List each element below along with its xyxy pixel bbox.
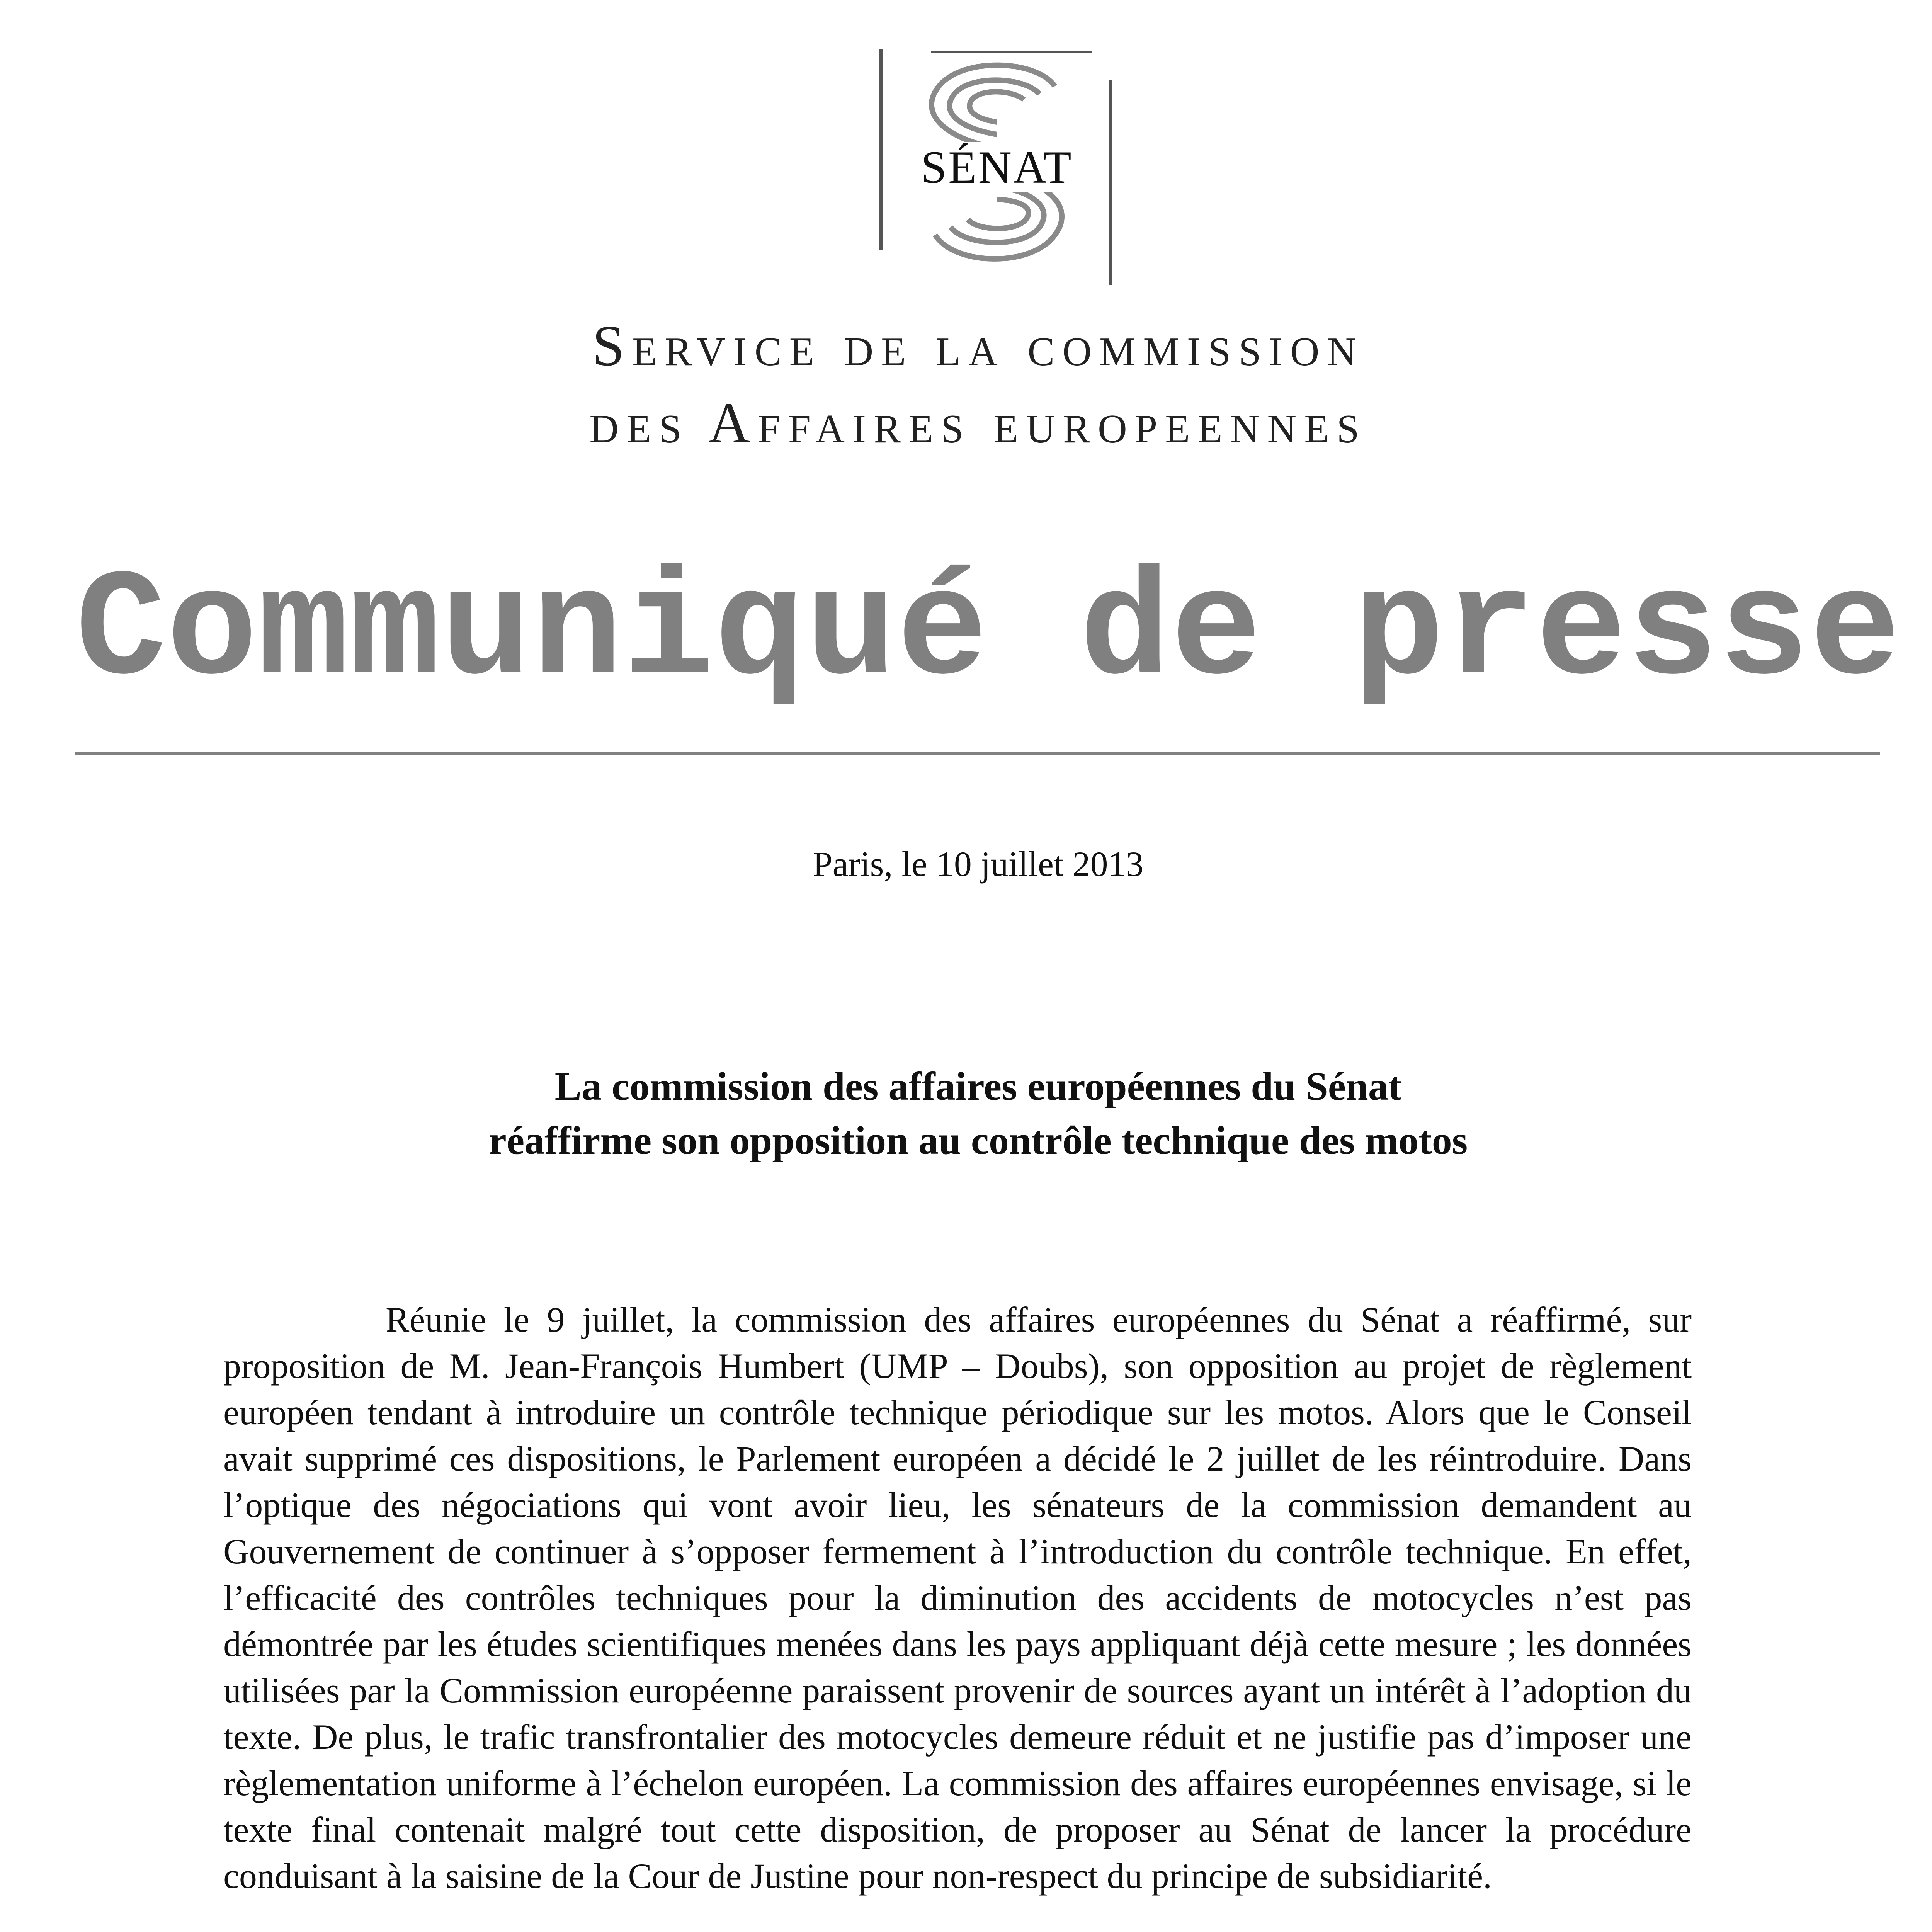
senat-logo xyxy=(873,49,1119,285)
page-title: Communiqué de presse xyxy=(75,546,1901,718)
title-divider xyxy=(75,752,1880,755)
headline-line-2: réaffirme son opposition au contrôle technique des motos xyxy=(488,1118,1468,1163)
logo-text: SÉNAT xyxy=(921,141,1073,193)
headline-line-1: La commission des affaires européennes du Sénat xyxy=(554,1064,1402,1109)
body-paragraph: Réunie le 9 juillet, la commission des affaires européennes du Sénat a réaffirmé, sur proposition de M. Jean-François Humbert (UMP – Doubs), son opposition au projet de règlement européen tendant à introduire un contrôle technique périodique sur les motos. Alors que le Conseil avait supprimé ces dispositions, le Parlement européen a décidé le 2 juillet de les réintroduire. Dans l’optique des négociations qui vont avoir lieu, les sénateurs de la commission demandent au Gouvernement de continuer à s’opposer fermement à l’introduction du contrôle technique. En effet, l’efficacité des contrôles techniques pour la diminution des accidents de motocycles n’est pas démontrée par les études scientifiques menées dans les pays appliquant déjà cette mesure ; les données utilisées par la Commission européenne paraissent provenir de sources ayant un intérêt à l’adoption du texte. De plus, le trafic transfrontalier des motocycles demeure réduit et ne justifie pas d’imposer une règlementation uniforme à l’échelon européen. La commission des affaires européennes envisage, si le texte final contenait malgré tout cette disposition, de proposer au Sénat de lancer la procédure conduisant à la saisine de la Cour de Justine pour non-respect du principe de subsidiarité. xyxy=(223,1300,1692,1896)
header-line-2: des Affaires europeennes xyxy=(589,391,1367,455)
header-line-1: Service de la commission xyxy=(592,314,1364,378)
date-line: Paris, le 10 juillet 2013 xyxy=(813,844,1144,884)
